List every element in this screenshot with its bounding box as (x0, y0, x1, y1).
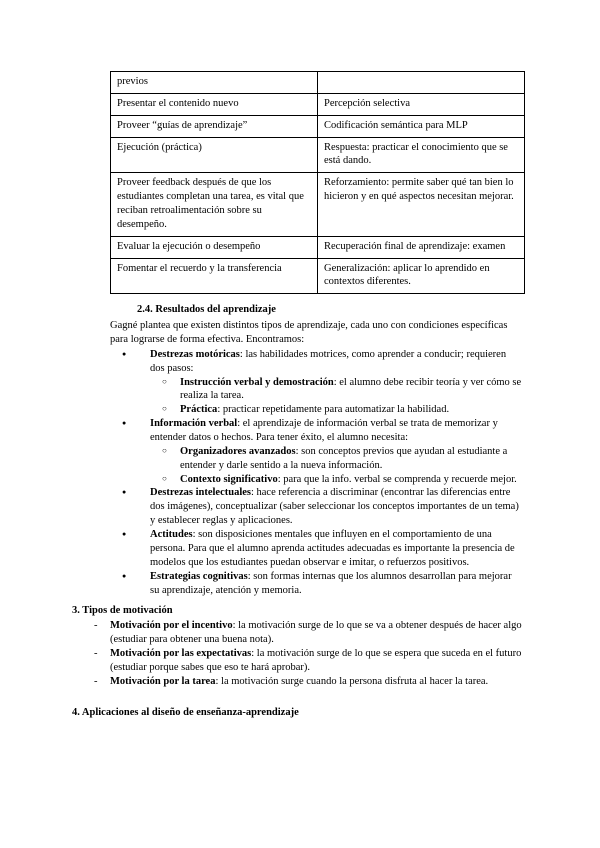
table-cell-right: Generalización: aplicar lo aprendido en contextos diferentes. (318, 258, 525, 294)
list-item (72, 647, 522, 675)
definition: : son disposiciones mentales que influyen en el comportamiento de una persona. Para que el alumno aprenda actitudes adecuadas es importante la presencia de modelos que los estudiantes puedan observar e imitar, o refuerzos positivos. (150, 529, 515, 568)
term: Información verbal (150, 418, 238, 430)
definition: : el alumno debe recibir teoría y ver cómo se realiza la tarea. (180, 376, 522, 402)
table-cell-right (318, 72, 525, 94)
table-cell-left: Ejecución (práctica) (111, 137, 318, 173)
term: Práctica (180, 404, 218, 416)
table-cell-left: previos (111, 72, 318, 94)
section-heading-2-4: 2.4. Resultados del aprendizaje (137, 304, 276, 316)
table-row (111, 258, 525, 294)
table-cell-right: Respuesta: practicar el conocimiento que se está dando. (318, 137, 525, 173)
definition: : la motivación surge de lo que se va a obtener después de hacer algo (estudiar para obtener una buena nota). (110, 620, 522, 646)
definition: : hace referencia a discriminar (encontrar las diferencias entre dos imágenes), conceptualizar (saber seleccionar los conceptos importantes de un tema) y establecer reglas y aplicaciones. (150, 487, 519, 527)
section-2-content (110, 71, 522, 597)
sub-list (150, 445, 522, 487)
table-row (111, 137, 525, 173)
definition: : el aprendizaje de información verbal se trata de memorizar y entender datos o hechos. Para tener éxito, el alumno necesita: (150, 418, 498, 444)
table-row (111, 236, 525, 258)
definition: : las habilidades motrices, como aprender a conducir; requieren dos pasos: (150, 348, 507, 374)
sub-list-item (150, 403, 522, 417)
term: Motivación por las expectativas (110, 647, 252, 659)
table-cell-left: Proveer “guías de aprendizaje” (111, 115, 318, 137)
definition: : la motivación surge de lo que se espera que suceda en el futuro (estudiar porque sabes que eso te hará aprobar). (110, 647, 522, 673)
term: Actitudes (150, 529, 193, 541)
list-item (110, 486, 522, 528)
section-heading-3: 3. Tipos de motivación (72, 605, 173, 617)
definition: : practicar repetidamente para automatizar la habilidad. (217, 404, 450, 416)
term: Contexto significativo (180, 473, 278, 485)
definition: : son formas internas que los alumnos desarrollan para mejorar su aprendizaje, atención y memoria. (150, 570, 512, 596)
term: Motivación por la tarea (110, 675, 216, 687)
table-cell-left: Evaluar la ejecución o desempeño (111, 236, 318, 258)
list-item (110, 528, 522, 570)
definition: : son conceptos previos que ayudan al estudiante a entender y darle sentido a la nueva información. (180, 445, 508, 471)
term: Destrezas intelectuales (150, 487, 251, 499)
list-item (72, 619, 522, 647)
sub-list-item (150, 445, 522, 473)
list-item (72, 675, 522, 689)
table-cell-right: Recuperación final de aprendizaje: examen (318, 236, 525, 258)
definition: : la motivación surge cuando la persona disfruta al hacer la tarea. (215, 675, 489, 687)
term: Estrategias cognitivas (150, 570, 248, 582)
table-cell-right: Codificación semántica para MLP (318, 115, 525, 137)
table-cell-right: Percepción selectiva (318, 93, 525, 115)
table-row (111, 72, 525, 94)
table-row (111, 173, 525, 236)
table-cell-left: Proveer feedback después de que los estudiantes completan una tarea, es vital que reciban retroalimentación sobre su desempeño. (111, 173, 318, 236)
list-item (110, 570, 522, 598)
section-2-4-intro: Gagné plantea que existen distintos tipos de aprendizaje, cada uno con condiciones específicas para lograrse de forma efectiva. Encontramos: (110, 320, 508, 346)
gagne-events-table (110, 71, 525, 294)
sub-list-item (150, 376, 522, 404)
learning-outcomes-list (110, 348, 522, 597)
section-heading-4: 4. Aplicaciones al diseño de enseñanza-aprendizaje (72, 706, 299, 718)
term: Motivación por el incentivo (110, 620, 233, 632)
motivation-types-list (72, 619, 522, 688)
table-row (111, 115, 525, 137)
term: Destrezas motóricas (150, 348, 240, 360)
table-row (111, 93, 525, 115)
term: Instrucción verbal y demostración (180, 376, 334, 388)
term: Organizadores avanzados (180, 445, 296, 457)
table-cell-left: Fomentar el recuerdo y la transferencia (111, 258, 318, 294)
sub-list-item (150, 473, 522, 487)
table-cell-left: Presentar el contenido nuevo (111, 93, 318, 115)
list-item (110, 348, 522, 417)
table-cell-right: Reforzamiento: permite saber qué tan bien lo hicieron y en qué aspectos necesitan mejorar. (318, 173, 525, 236)
list-item (110, 417, 522, 486)
sub-list (150, 376, 522, 418)
definition: : para que la info. verbal se comprenda y recuerde mejor. (277, 473, 517, 485)
